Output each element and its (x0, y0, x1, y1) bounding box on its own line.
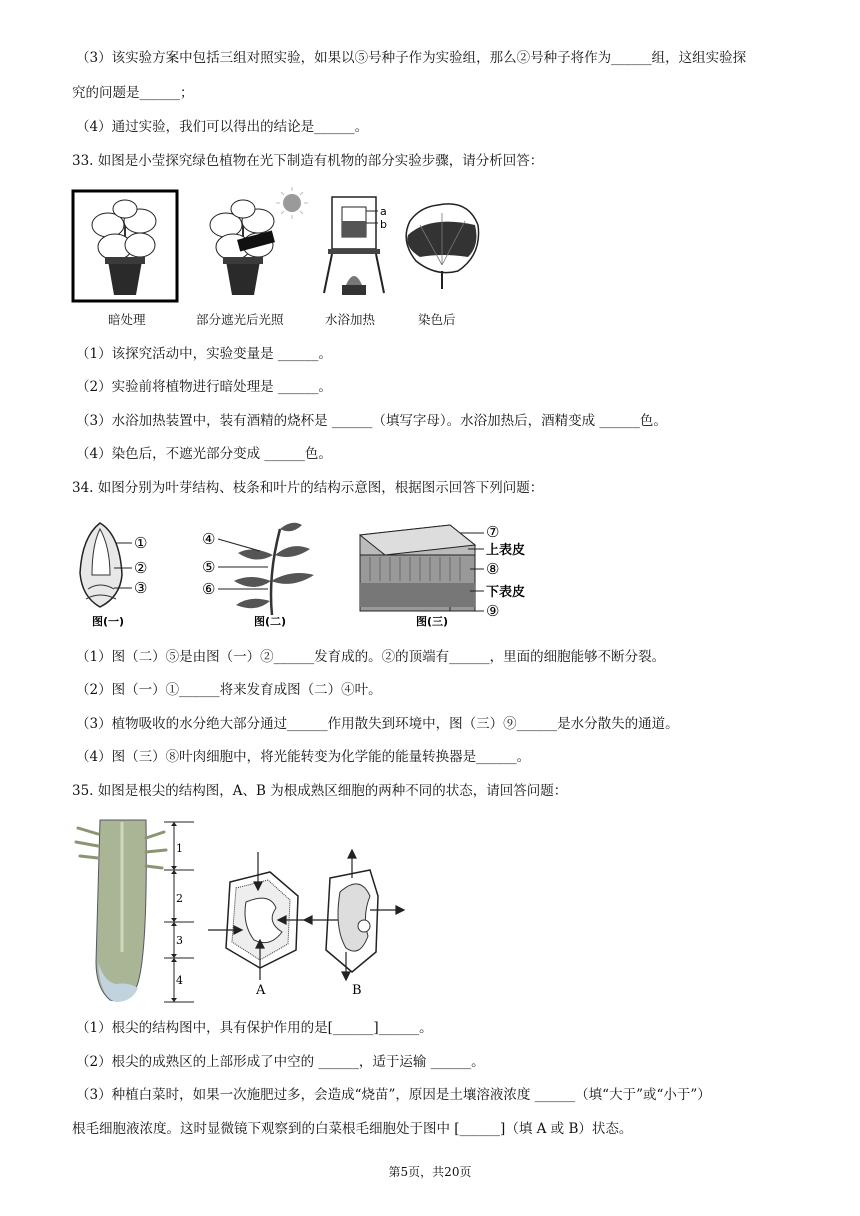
caption-stained: 染色后 (418, 312, 456, 327)
question-35: 35. 如图是根尖的结构图，A、B 为根成熟区细胞的两种不同的状态，请回答问题： (72, 783, 568, 799)
label-upper-epidermis: 上表皮 (486, 543, 526, 558)
label-1: ① (134, 534, 148, 552)
figure-35 (70, 812, 420, 1010)
q33-1: （1）该探究活动中，实验变量是 ______。 (76, 346, 332, 362)
q35-2: （2）根尖的成熟区的上部形成了中空的 ______，适于运输 ______。 (76, 1054, 485, 1070)
caption-waterbath: 水浴加热 (325, 312, 376, 327)
q34-1: （1）图（二）⑤是由图（一）②______发育成的。②的顶端有______，里面的细胞能够不断分裂。 (76, 649, 666, 665)
zone-1: 1 (176, 842, 183, 855)
label-8: ⑧ (486, 560, 500, 578)
cell-a-label: A (256, 983, 266, 998)
label-5: ⑤ (202, 558, 216, 576)
label-b: b (380, 218, 387, 231)
zone-3: 3 (176, 934, 183, 947)
label-4: ④ (202, 530, 216, 548)
label-a: a (380, 205, 387, 218)
q34-2: （2）图（一）①______将来发育成图（二）④叶。 (76, 682, 382, 698)
caption-fig1: 图(一) (92, 615, 125, 628)
question-33: 33. 如图是小莹探究绿色植物在光下制造有机物的部分实验步骤，请分析回答： (72, 153, 544, 169)
label-9: ⑨ (486, 602, 500, 620)
q35-3: （3）种植白菜时，如果一次施肥过多，会造成“烧苗”，原因是土壤溶液浓度 ______（填“大于”或“小于”） (76, 1087, 711, 1103)
q32-line-4: （4）通过实验，我们可以得出的结论是______。 (76, 119, 369, 135)
cell-b-label: B (352, 983, 362, 998)
q34-4: （4）图（三）⑧叶肉细胞中，将光能转变为化学能的能量转换器是______。 (76, 749, 531, 765)
label-3: ③ (134, 579, 148, 597)
question-34: 34. 如图分别为叶芽结构、枝条和叶片的结构示意图，根据图示回答下列问题： (72, 480, 544, 496)
zone-2: 2 (176, 892, 183, 905)
label-lower-epidermis: 下表皮 (486, 585, 526, 600)
q34-3: （3）植物吸收的水分绝大部分通过______作用散失到环境中，图（三）⑨______是水分散失的通道。 (76, 716, 679, 732)
q33-4: （4）染色后，不遮光部分变成 ______色。 (76, 446, 332, 462)
zone-4: 4 (176, 974, 183, 987)
caption-shade: 部分遮光后光照 (196, 312, 284, 327)
q35-1: （1）根尖的结构图中，具有保护作用的是[______]______。 (76, 1020, 433, 1036)
q32-line-3b: 究的问题是______； (72, 85, 194, 101)
label-6: ⑥ (202, 580, 216, 598)
label-2: ② (134, 559, 148, 577)
page-footer: 第5页，共20页 (388, 1165, 472, 1179)
caption-dark: 暗处理 (108, 312, 146, 327)
q32-line-3: （3）该实验方案中包括三组对照实验，如果以⑤号种子作为实验组，那么②号种子将作为______组，这组实验探 (76, 50, 747, 66)
label-7: ⑦ (486, 523, 500, 541)
q33-3: （3）水浴加热装置中，装有酒精的烧杯是 ______（填写字母）。水浴加热后，酒精变成 ______色。 (76, 413, 667, 429)
caption-fig3: 图(三) (416, 615, 449, 628)
q35-3b: 根毛细胞液浓度。这时显微镜下观察到的白菜根毛细胞处于图中 [______]（填 A 或 B）状态。 (72, 1121, 633, 1137)
caption-fig2: 图(二) (254, 615, 287, 628)
q33-2: （2）实验前将植物进行暗处理是 ______。 (76, 379, 332, 395)
figure-34 (70, 515, 540, 635)
